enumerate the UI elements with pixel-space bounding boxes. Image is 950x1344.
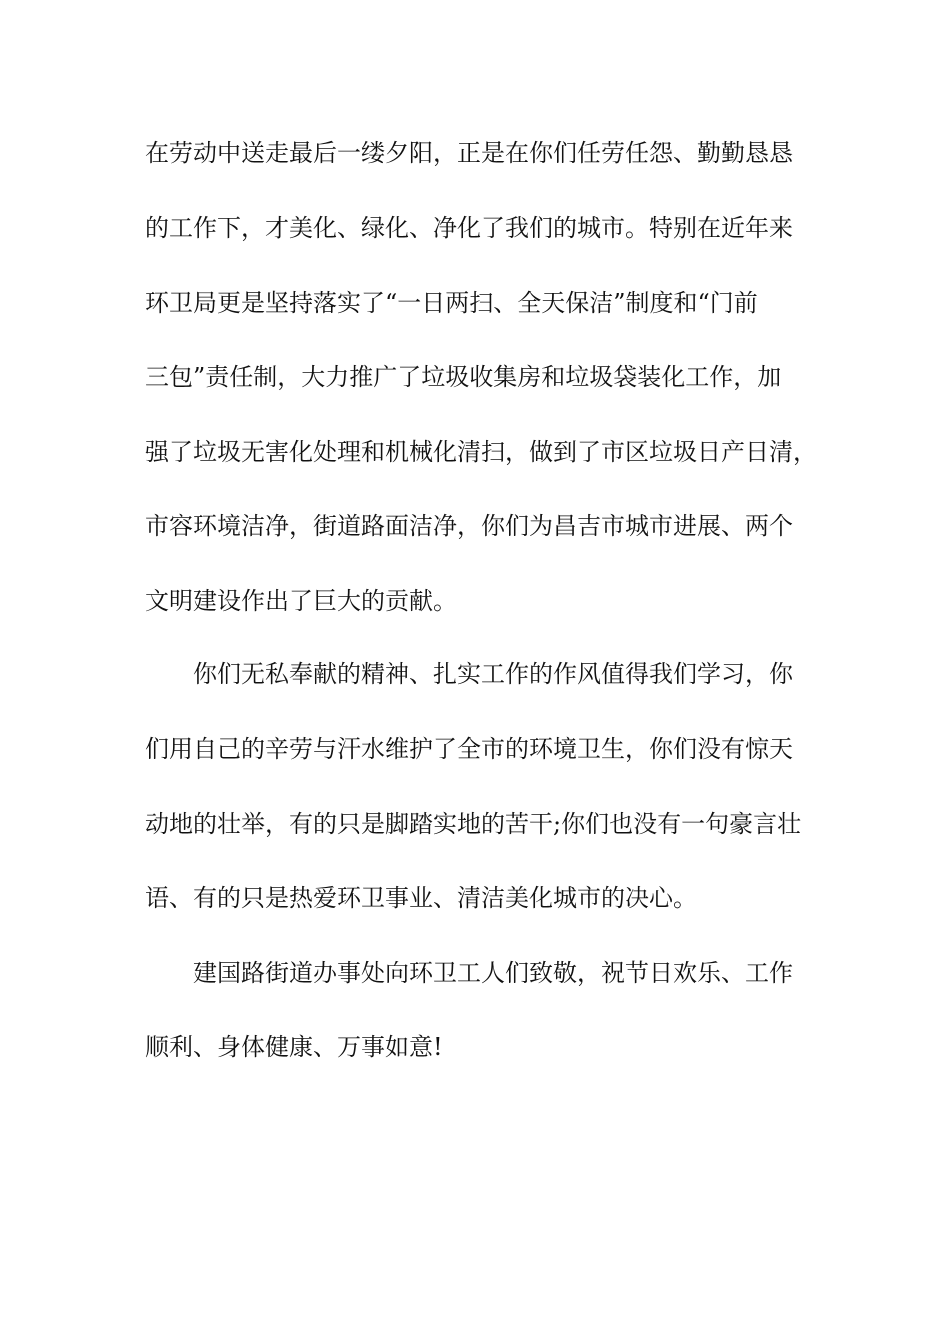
text-line: 们用自己的辛劳与汗水维护了全市的环境卫生，你们没有惊天 — [145, 735, 793, 763]
text-line: 顺利、身体健康、万事如意! — [145, 1033, 443, 1061]
text-line: 强了垃圾无害化处理和机械化清扫，做到了市区垃圾日产日清， — [145, 438, 817, 466]
text-line: 建国路街道办事处向环卫工人们致敬，祝节日欢乐、工作 — [193, 959, 793, 987]
text-line: 在劳动中送走最后一缕夕阳，正是在你们任劳任怨、勤勤恳恳 — [145, 139, 793, 167]
text-line: 环卫局更是坚持落实了“一日两扫、全天保洁”制度和“门前 — [145, 289, 758, 317]
text-line: 语、有的只是热爱环卫事业、清洁美化城市的决心。 — [145, 884, 697, 912]
text-line: 的工作下，才美化、绿化、净化了我们的城市。特别在近年来 — [145, 214, 793, 242]
text-line: 三包”责任制，大力推广了垃圾收集房和垃圾袋装化工作，加 — [145, 363, 782, 391]
text-line: 市容环境洁净，街道路面洁净，你们为昌吉市城市进展、两个 — [145, 512, 793, 540]
text-line: 文明建设作出了巨大的贡献。 — [145, 587, 457, 615]
text-line: 你们无私奉献的精神、扎实工作的作风值得我们学习，你 — [193, 660, 793, 688]
text-line: 动地的壮举，有的只是脚踏实地的苦干;你们也没有一句豪言壮 — [145, 810, 802, 838]
